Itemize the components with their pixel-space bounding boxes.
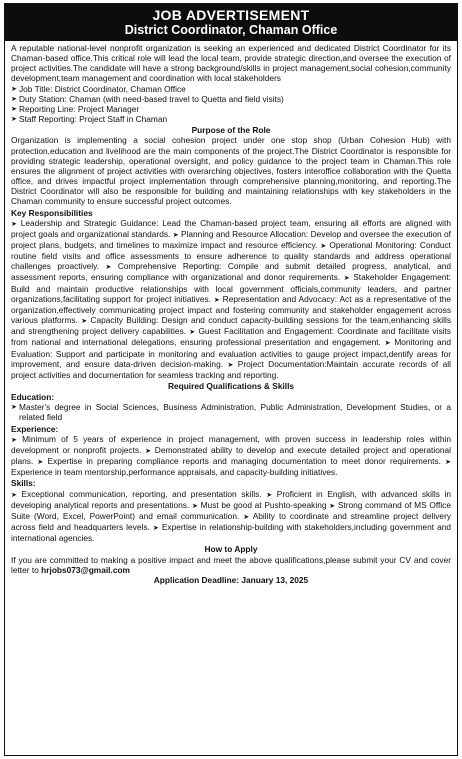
detail-reporting-line: ➤ Reporting Line: Project Manager (11, 104, 451, 114)
arrow-bullet-icon: ➤ (189, 328, 196, 337)
responsibility-item: Comprehensive Reporting: Compile and submit detailed progress, analytical, and assessment reports, ensuring compliance with organizational and donor requirements. (11, 261, 451, 283)
skill-item: Ability to coordinate and streamline project delivery across field and headquarters levels. (11, 510, 452, 533)
advertisement-frame (4, 3, 458, 756)
arrow-bullet-icon: ➤ (213, 295, 220, 304)
experience-paragraph (11, 434, 451, 478)
responsibility-item: Project Documentation:Maintain accurate records of all project activities and documentation for seamless tracking and reporting. (11, 358, 451, 380)
arrow-bullet-icon: ➤ (343, 274, 350, 283)
application-deadline: Application Deadline: January 13, 2025 (153, 574, 309, 585)
apply-email-link[interactable]: hrjobs073@gmail.com (41, 564, 130, 575)
arrow-bullet-icon: ➤ (11, 490, 17, 499)
arrow-bullet-icon: ➤ (243, 512, 250, 521)
header-banner (5, 4, 457, 41)
skills-paragraph (11, 489, 451, 544)
responsibilities-paragraph (11, 218, 451, 380)
position-title: District Coordinator, Chaman Office (124, 23, 338, 37)
arrow-bullet-icon: ➤ (11, 219, 17, 228)
purpose-heading: Purpose of the Role (191, 125, 271, 136)
responsibility-item: Operational Monitoring: Conduct routine field visits and office assessments to ensure adherence to quality standards and address operational challenges proactively. (11, 239, 452, 272)
arrow-bullet-icon: ➤ (384, 339, 391, 348)
skill-item: Proficient in English, with advanced skills in developing analytical reports and presentations. (11, 488, 452, 510)
apply-heading: How to Apply (204, 544, 258, 555)
arrow-bullet-icon: ➤ (192, 501, 198, 510)
arrow-bullet-icon: ➤ (37, 458, 44, 467)
ad-body (5, 41, 457, 585)
responsibility-item: Stakeholder Engagement: Build and maintain productive relationships with local government officials,community leaders, and partner organizations,facilitating support for project initiatives. (11, 272, 451, 304)
education-item: ➤ Master's degree in Social Sciences, Business Administration, Public Administration, Development Studies, or a related field (11, 402, 451, 422)
arrow-bullet-icon: ➤ (152, 524, 159, 533)
ad-title: JOB ADVERTISEMENT (152, 7, 310, 23)
skill-item: Exceptional communication, reporting, and presentation skills. (21, 488, 262, 499)
responsibility-item: Leadership and Strategic Guidance: Lead the Chaman-based project team, ensuring all efforts are aligned with project goals and organizational standards. (11, 217, 451, 239)
arrow-bullet-icon: ➤ (445, 458, 451, 467)
arrow-bullet-icon: ➤ (227, 360, 234, 369)
detail-staff-reporting: ➤ Staff Reporting: Project Staff in Chaman (11, 114, 451, 124)
intro-paragraph: A reputable national-level nonprofit organization is seeking an experienced and dedicated District Coordinator for its Chaman-based office.This critical role will lead the local team, provide strategic direction,and oversee the execution of project activities.The candidate will have a strong background/skills in project management,social cohesion,community development,team management and coordination with local stakeholders (11, 43, 451, 84)
detail-job-title: ➤ Job Title: District Coordinator, Chaman Office (11, 84, 451, 94)
responsibility-item: Planning and Resource Allocation: Develop and oversee the execution of project plans, budgets, and timelines to maximize impact and resource efficiency. (11, 228, 451, 250)
job-details-list (11, 84, 451, 125)
arrow-bullet-icon: ➤ (105, 263, 112, 272)
skills-heading: Skills: (11, 478, 36, 489)
skill-item: Must be good at Pushto-speaking (200, 499, 327, 510)
responsibilities-heading: Key Responsibilities (11, 207, 93, 218)
qualifications-heading: Required Qualifications & Skills (167, 381, 295, 391)
arrow-bullet-icon: ➤ (172, 230, 179, 239)
experience-item: Minimum of 5 years of experience in project management, with proven success in leadership roles within development or nonprofit projects. (11, 433, 451, 455)
experience-item: Expertise in preparing compliance reports and managing documentation to meet donor requirements. (47, 456, 441, 467)
experience-heading: Experience: (11, 423, 59, 434)
responsibility-item: Representation and Advocacy: Act as a representative of the organization,effectively communicating project impact and fostering community and stakeholder engagement across various platforms. (11, 293, 451, 326)
skill-item: Strong command of MS Office Suite (Word, Excel, PowerPoint) and email communication. (11, 499, 451, 521)
arrow-bullet-icon: ➤ (145, 446, 152, 455)
arrow-bullet-icon: ➤ (81, 317, 88, 326)
experience-item: Experience in team mentorship,performance appraisals, and capacity-building initiatives. (11, 467, 338, 478)
arrow-bullet-icon: ➤ (266, 490, 273, 499)
responsibility-item: Guest Facilitation and Engagement: Coordinate and facilitate visits from national and international delegations, ensuring professional presentation and engagement. (11, 326, 451, 348)
apply-paragraph (11, 555, 451, 575)
experience-item: Demonstrated ability to develop and execute detailed project and operational plans. (11, 444, 451, 467)
detail-duty-station: ➤ Duty Station: Chaman (with need-based travel to Quetta and field visits) (11, 94, 451, 104)
responsibility-item: Capacity Building: Design and conduct capacity-building sessions for the team,enhancing skills and strengthening project delivery capabilities. (11, 315, 451, 337)
arrow-bullet-icon: ➤ (320, 241, 327, 250)
responsibility-item: Monitoring and Evaluation: Support and participate in monitoring and evaluation activities to gauge project impact,dentify areas for improvement, and ensure data-driven decision-making. (11, 337, 451, 369)
education-heading: Education: (11, 392, 55, 403)
apply-text: If you are committed to making a positive impact and meet the above qualifications,please submit your CV and cover letter to (11, 554, 451, 575)
skill-item: Expertise in relationship-building with stakeholders,including government and international agencies. (11, 522, 451, 544)
arrow-bullet-icon: ➤ (11, 435, 17, 444)
arrow-bullet-icon: ➤ (329, 501, 336, 510)
purpose-paragraph: Organization is implementing a social cohesion project under one stop shop (Urban Cohesion Hub) with protection,education and livelihood are the main components of the project.The District Coordinator is responsible for providing strategic leadership, operational oversight, and policy guidance to the project team in Chaman.This role ensures the alignment of project activities with overarching objectives, fosters interoffice collaboration with the Quetta office, and drives impactful project implementation through comprehensive planning,monitoring, and reporting.The District Coordinator will also be responsible for building and maintaining relationships with key stakeholders in the Chaman community to ensure successful project outcomes. (11, 135, 451, 207)
